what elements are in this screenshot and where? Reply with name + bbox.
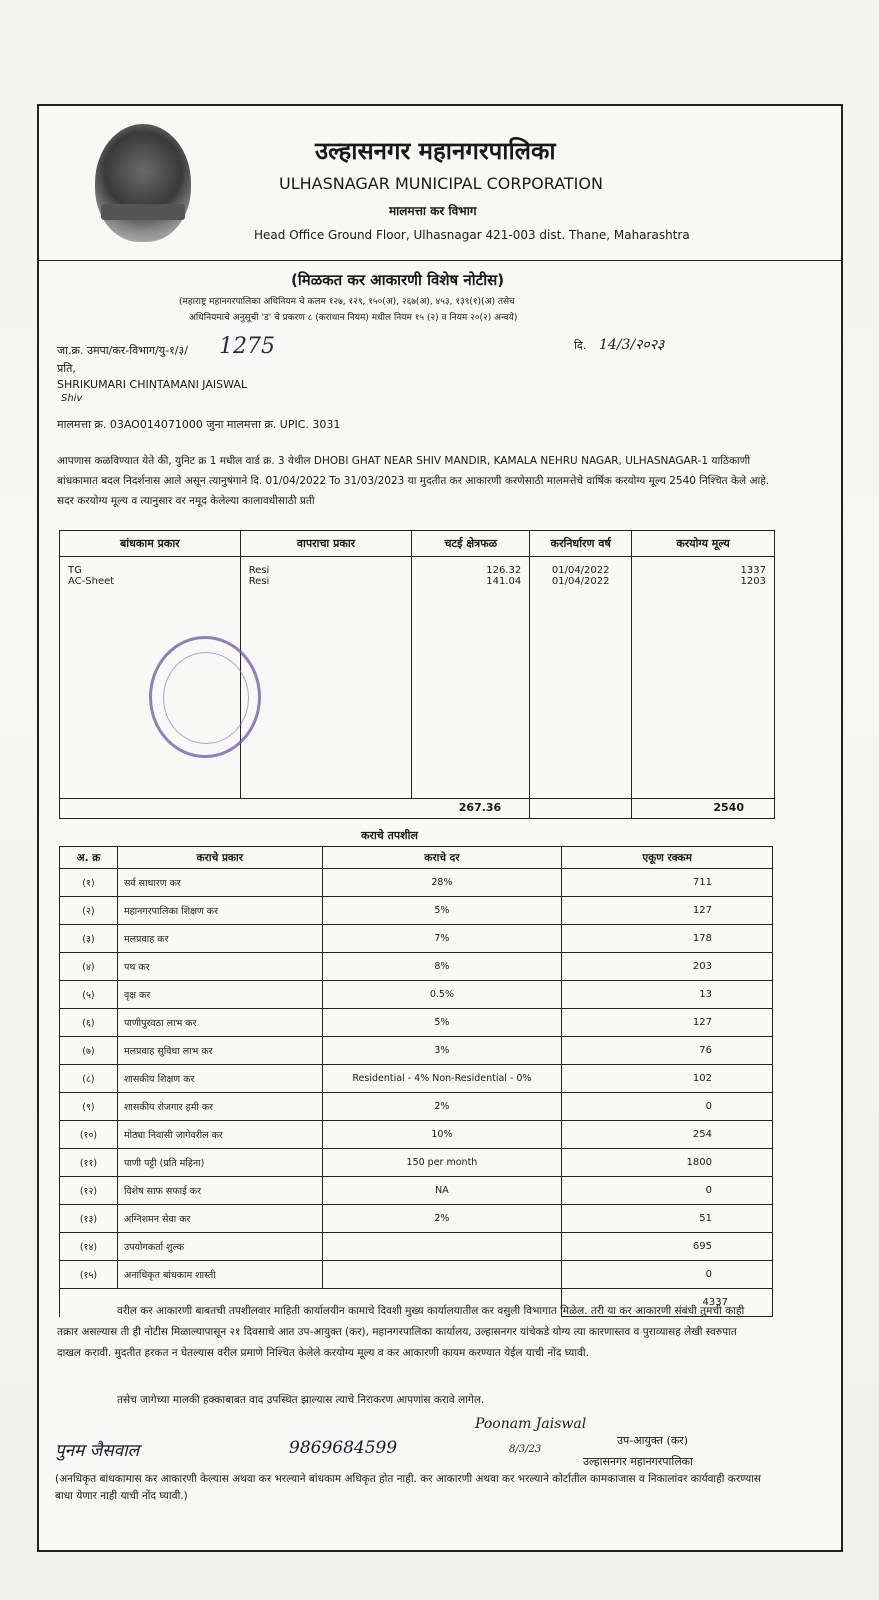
handwritten-phone: 9869684599 [289,1438,398,1458]
header-sr: अ. क्र [60,847,118,869]
total-spacer [530,799,632,819]
tax-rate: 0.5% [322,981,562,1009]
tax-sr: (५) [60,981,118,1009]
construction-type: TG [68,565,82,576]
tax-rate: 5% [322,1009,562,1037]
value-cell [632,557,775,799]
tax-sr: (४) [60,953,118,981]
tax-type: अनाधिकृत बांधकाम शास्ती [117,1261,322,1289]
recipient-handwritten: Shiv [61,393,83,404]
tax-row [60,1093,773,1121]
construction-type: AC-Sheet [68,576,115,587]
tax-row [60,953,773,981]
footer-paragraph-1: वरील कर आकारणी बाबतची तपशीलवार माहिती कार्यालयीन कामाचे दिवशी मुख्य कार्यालयातील कर वसुली विभागात मिळेल. तरी या कर आकारणी संबंधी तुमची काही तक्रार असल्यास ती ही नोटीस मिळाल्यापासून २१ दिवसाचे आत उप-आयुक्त (कर), महानगरपालिका कार्यालय, उल्हासनगर यांचेकडे योग्य त्या कारणास्तव व पुराव्यासह लेखी स्वरुपात दाखल करावी. मुदतीत हरकत न घेतल्यास वरील प्रमाणे निश्चित केलेले करयोग्य मूल्य व कर आकारणी कायम करण्यात येईल याची नोंद घ्यावी. [57,1305,745,1359]
usage-type: Resi [248,565,270,576]
reference-handwritten: 1275 [219,334,275,359]
tax-sr: (३) [60,925,118,953]
tax-amount: 711 [562,869,773,897]
recipient-name: SHRIKUMARI CHINTAMANI JAISWAL [57,378,248,391]
official-stamp-inner [163,652,249,744]
tax-type: महानगरपालिका शिक्षण कर [117,897,322,925]
tax-row [60,1121,773,1149]
tax-table [59,846,773,1317]
header-area: चटई क्षेत्रफळ [412,531,530,557]
notice-title: (मिळकत कर आकारणी विशेष नोटीस) [291,271,505,289]
tax-row [60,1205,773,1233]
tax-row [60,869,773,897]
officer-title: उप-आयुक्त (कर) [617,1434,689,1447]
tax-amount: 13 [562,981,773,1009]
header-divider [39,260,841,261]
tax-amount: 178 [562,925,773,953]
tax-type: अग्निशमन सेवा कर [117,1205,322,1233]
tax-row [60,1037,773,1065]
tax-type: मलप्रवाह सुविधा लाभ कर [117,1037,322,1065]
tax-amount: 127 [562,897,773,925]
tax-sr: (११) [60,1149,118,1177]
tax-rate: 2% [322,1205,562,1233]
tax-type: सर्व साधारण कर [117,869,322,897]
tax-sr: (१४) [60,1233,118,1261]
carpet-area: 141.04 [486,576,522,587]
tax-amount: 102 [562,1065,773,1093]
tax-rate: 7% [322,925,562,953]
tax-rate: NA [322,1177,562,1205]
body-paragraph: आपणास कळविण्यात येते की, युनिट क्र 1 मधील वार्ड क्र. 3 येथील DHOBI GHAT NEAR SHIV MANDIR, KAMALA NEHRU NAGAR, ULHASNAGAR-1 याठिकाणी बांधकामात बदल निदर्शनास आले असून त्यानुषंगाने दि. 01/04/2022 To 31/03/2023 या मुदतीत कर आकारणी करणेसाठी मालमत्तेचे वार्षिक करयोग्य मूल्य 2540 निश्चित केले आहे. सदर करयोग्य मूल्य व त्यानुसार वर नमूद केलेल्या कालावधीसाठी प्रती [57,455,770,507]
title-english: ULHASNAGAR MUNICIPAL CORPORATION [279,174,603,193]
tax-sr: (१३) [60,1205,118,1233]
tax-type: उपयोगकर्ता शुल्क [117,1233,322,1261]
tax-sr: (१०) [60,1121,118,1149]
title-marathi: उल्हासनगर महानगरपालिका [315,137,556,165]
footer-paragraph-2: तसेच जागेच्या मालकी हक्काबाबत वाद उपस्थित झाल्यास त्याचे निराकरण आपणांस करावे लागेल. [117,1394,485,1406]
notice-subtitle-2: अधिनियमाचे अनुसूची 'ड' चे प्रकरण ८ (कराधान नियम) मधील नियम १५ (२) व नियम २०(२) अन्वये) [189,313,518,323]
property-line: मालमत्ता क्र. 03AO014071000 जुना मालमत्ता क्र. UPIC. 3031 [57,418,341,431]
notice-subtitle-1: (महाराष्ट्र महानगरपालिका अधिनियम चे कलम १२७, १२९, १५०(अ), २६७(अ), ४५३, १३९(१)(अ) तसेच [179,297,515,307]
tax-type: विशेष साफ सफाई कर [117,1177,322,1205]
tax-sr: (७) [60,1037,118,1065]
logo-banner [101,204,185,220]
handwritten-name: पुनम जैसवाल [55,1441,140,1461]
tax-rate [322,1233,562,1261]
tax-sr: (२) [60,897,118,925]
tax-rate: 10% [322,1121,562,1149]
total-area: 267.36 [60,799,530,819]
prati: प्रति, [57,362,76,375]
department: मालमत्ता कर विभाग [389,204,477,218]
tax-rate [322,1261,562,1289]
assessment-year: 01/04/2022 [551,576,610,587]
grand-total: 4337 [562,1289,773,1317]
carpet-area: 126.32 [486,565,522,576]
tax-amount: 0 [562,1261,773,1289]
tax-type: शासकीय शिक्षण कर [117,1065,322,1093]
tax-rate: 5% [322,897,562,925]
tax-sr: (१) [60,869,118,897]
tax-rate: 3% [322,1037,562,1065]
date-handwritten: 14/3/२०२३ [599,337,665,353]
header-year: करनिर्धारण वर्ष [530,531,632,557]
header-amount: एकूण रक्कम [562,847,773,869]
tax-type: शासकीय रोजगार हमी कर [117,1093,322,1121]
address: Head Office Ground Floor, Ulhasnagar 421-003 dist. Thane, Maharashtra [254,228,690,242]
tax-row [60,897,773,925]
tax-row [60,981,773,1009]
tax-sr: (८) [60,1065,118,1093]
tax-amount: 51 [562,1205,773,1233]
assessment-year: 01/04/2022 [551,565,610,576]
header-construction: बांधकाम प्रकार [60,531,241,557]
tax-sr: (१२) [60,1177,118,1205]
header-rate: कराचे दर [322,847,562,869]
header-value: करयोग्य मूल्य [632,531,775,557]
notice-frame [37,104,843,1552]
tax-amount: 1800 [562,1149,773,1177]
corporation-name: उल्हासनगर महानगरपालिका [583,1455,693,1468]
tax-sr: (६) [60,1009,118,1037]
tax-section-title: कराचे तपशील [361,829,418,842]
tax-amount: 0 [562,1093,773,1121]
tax-sr: (१५) [60,1261,118,1289]
signature-handwritten: Poonam Jaiswal [475,1416,587,1432]
tax-rate: 2% [322,1093,562,1121]
tax-amount: 0 [562,1177,773,1205]
tax-type: पाणीपुरवठा लाभ कर [117,1009,322,1037]
corporation-logo [95,124,191,242]
total-value: 2540 [632,799,775,819]
tax-sr: (९) [60,1093,118,1121]
tax-row [60,925,773,953]
tax-type: पाणी पट्टी (प्रति महिना) [117,1149,322,1177]
header-tax-type: कराचे प्रकार [117,847,322,869]
date-label: दि. [574,339,587,352]
header-usage: वापराचा प्रकार [240,531,412,557]
tax-row [60,1009,773,1037]
tax-rate: 150 per month [322,1149,562,1177]
tax-rate: 28% [322,869,562,897]
tax-row [60,1149,773,1177]
tax-rate: 8% [322,953,562,981]
tax-amount: 127 [562,1009,773,1037]
reference-label: जा.क्र. उमपा/कर-विभाग/यु-१/३/ [57,344,188,357]
taxable-value: 1337 [740,565,766,576]
tax-row [60,1177,773,1205]
tax-rate: Residential - 4% Non-Residential - 0% [322,1065,562,1093]
tax-amount: 695 [562,1233,773,1261]
tax-row [60,1261,773,1289]
tax-type: मलप्रवाह कर [117,925,322,953]
tax-amount: 203 [562,953,773,981]
disclaimer: (अनधिकृत बांधकामास कर आकारणी केल्यास अथवा कर भरल्याने बांधकाम अधिकृत होत नाही. कर आकारणी अथवा कर भरल्याने कोर्टातील कामकाजास व निकालांवर कार्यवाही करण्यास बाधा येणार नाही याची नोंद घ्यावी.) [55,1473,762,1502]
area-cell [412,557,530,799]
usage-type: Resi [248,576,270,587]
tax-type: पथ कर [117,953,322,981]
year-cell [530,557,632,799]
tax-amount: 76 [562,1037,773,1065]
usage-cell [240,557,412,799]
tax-type: वृक्ष कर [117,981,322,1009]
taxable-value: 1203 [740,576,766,587]
tax-row [60,1065,773,1093]
signature-note: 8/3/23 [509,1444,542,1455]
tax-type: मोठ्या निवासी जागेवरील कर [117,1121,322,1149]
tax-row [60,1233,773,1261]
tax-amount: 254 [562,1121,773,1149]
